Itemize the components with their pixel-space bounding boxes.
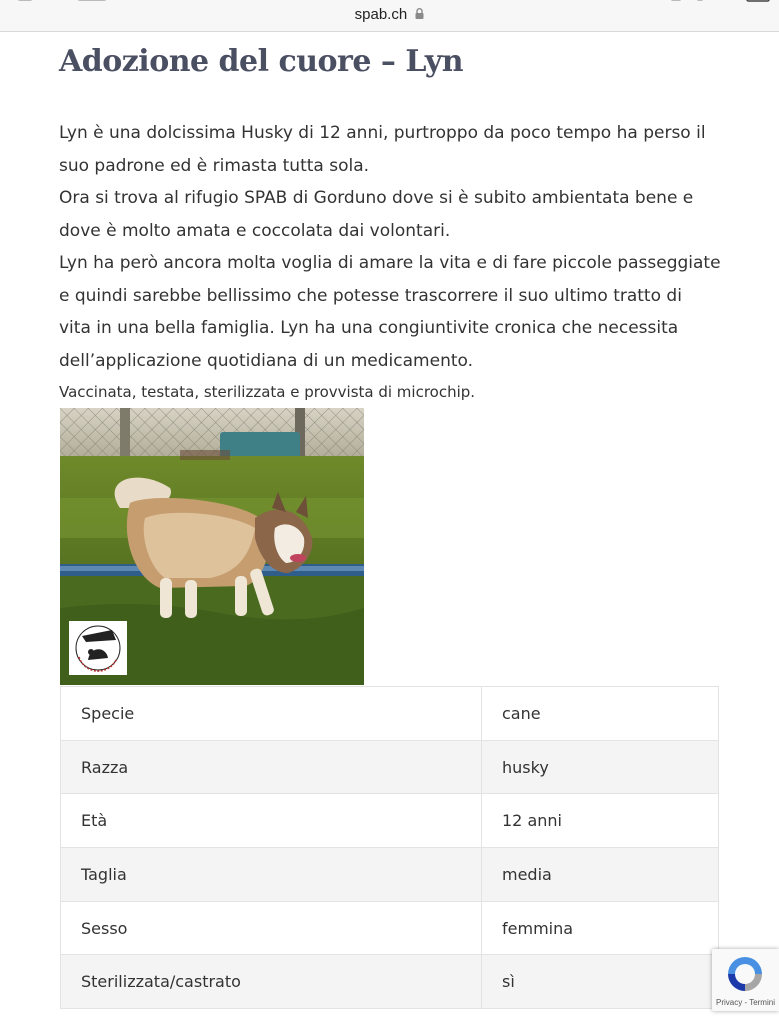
url-display[interactable] [0, 6, 779, 23]
page-title: Adozione del cuore – Lyn [59, 44, 464, 79]
table-cell-value: husky [482, 740, 719, 794]
health-note: Vaccinata, testata, sterilizzata e provvista di microchip. [59, 383, 476, 401]
table-cell-value: 12 anni [482, 794, 719, 848]
body-line: dove è molto amata e coccolata dai volontari. [59, 220, 451, 241]
body-line: dell’applicazione quotidiana di un medicamento. [59, 350, 474, 371]
body-line: Lyn è una dolcissima Husky di 12 anni, purtroppo da poco tempo ha perso il [59, 123, 706, 143]
table-cell-label: Sesso [61, 901, 482, 955]
table-row [61, 740, 719, 794]
table-row [61, 955, 719, 1009]
lock-icon [415, 8, 424, 19]
table-row [61, 848, 719, 902]
body-line: Lyn ha però ancora molta voglia di amare la vita e di fare piccole passeggiate [59, 253, 721, 273]
url-text: spab.ch [354, 6, 408, 23]
animal-details-table [60, 686, 719, 1009]
table-cell-value: media [482, 848, 719, 902]
table-cell-value: femmina [482, 901, 719, 955]
article-body [59, 117, 729, 377]
table-cell-label: Specie [61, 687, 482, 741]
recaptcha-badge[interactable] [712, 949, 779, 1011]
table-row [61, 794, 719, 848]
table-cell-label: Età [61, 794, 482, 848]
table-cell-label: Taglia [61, 848, 482, 902]
body-line: e quindi sarebbe bellissimo che potesse trascorrere il suo ultimo tratto di [59, 285, 682, 306]
table-row [61, 901, 719, 955]
table-cell-label: Sterilizzata/castrato [61, 955, 482, 1009]
table-cell-value: cane [482, 687, 719, 741]
recaptcha-icon [724, 953, 766, 995]
body-line: suo padrone ed è rimasta tutta sola. [59, 155, 370, 176]
recaptcha-terms[interactable]: Privacy - Termini [716, 998, 775, 1007]
body-line: vita in una bella famiglia. Lyn ha una congiuntivite cronica che necessita [59, 318, 679, 338]
dog-photo[interactable] [60, 408, 364, 685]
tabs-icon[interactable] [661, 0, 771, 2]
spab-logo [76, 626, 120, 671]
table-cell-label: Razza [61, 740, 482, 794]
browser-address-bar [0, 0, 779, 32]
table-cell-value: sì [482, 955, 719, 1009]
status-bar-clipped [18, 0, 108, 2]
body-line: Ora si trova al rifugio SPAB di Gorduno dove si è subito ambientata bene e [59, 188, 694, 208]
table-row [61, 687, 719, 741]
